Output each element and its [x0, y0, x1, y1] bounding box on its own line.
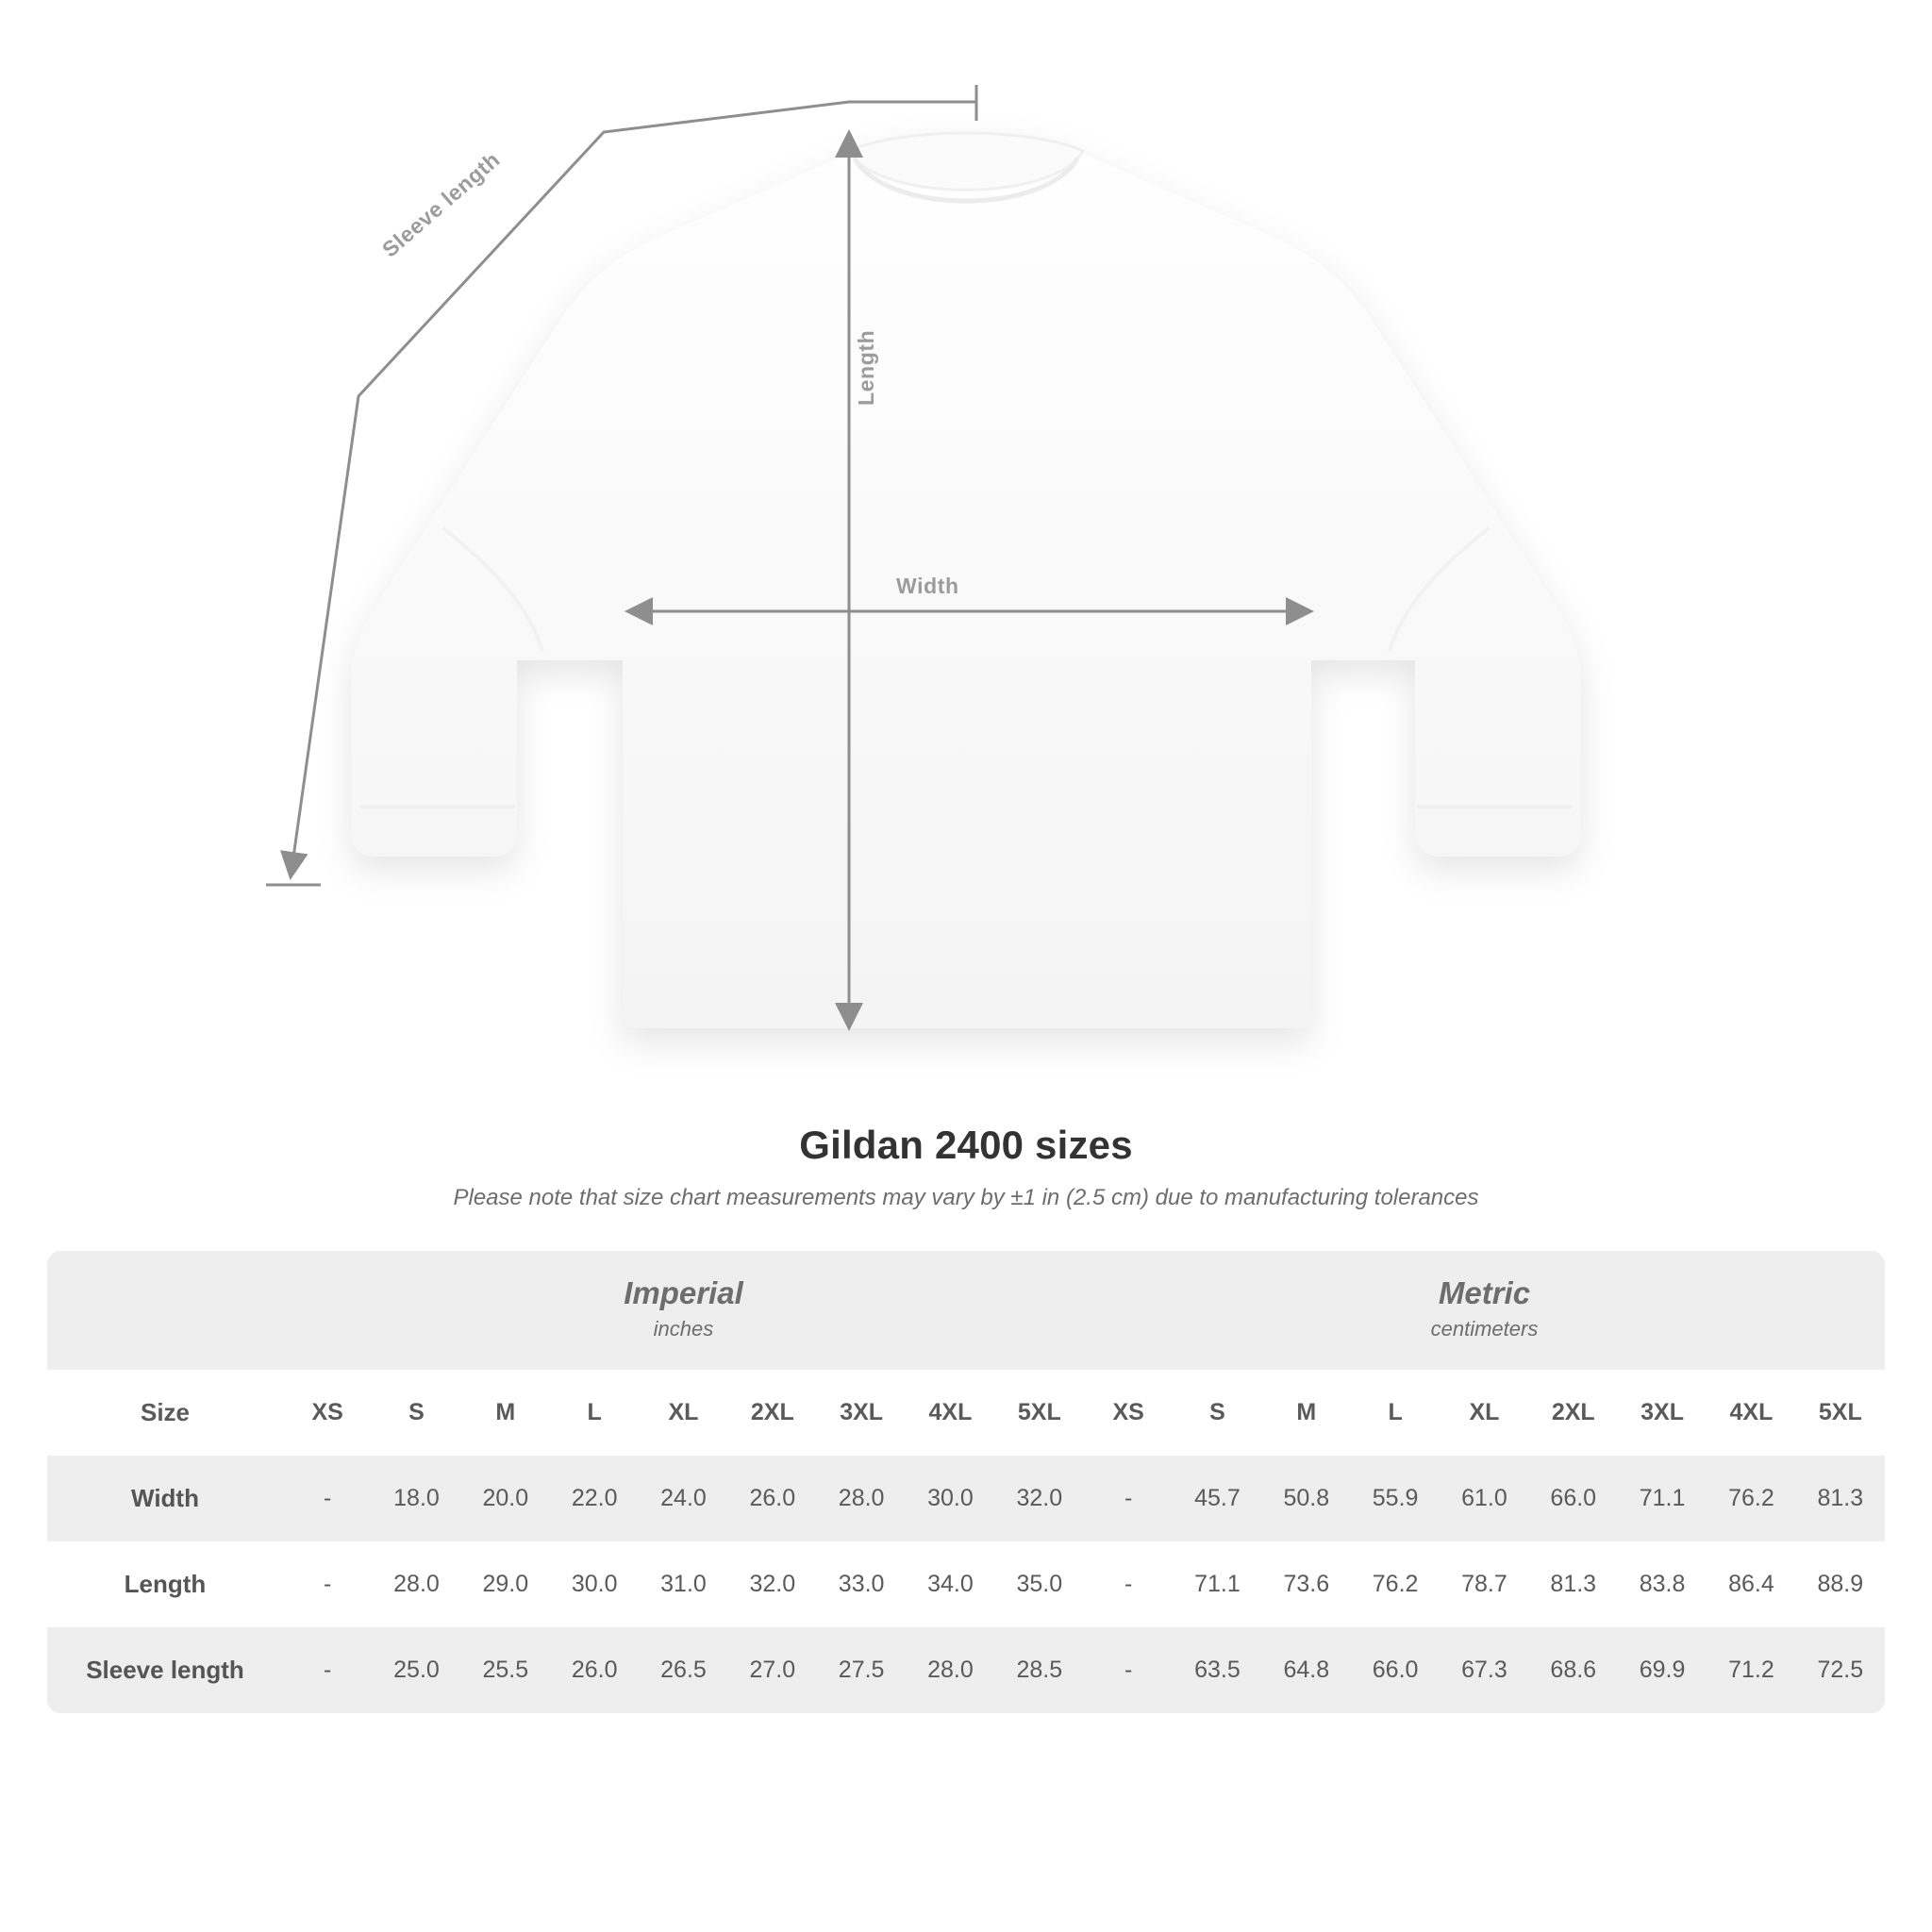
size-header-cell: 3XL [817, 1370, 906, 1456]
size-header-cell: XS [1084, 1370, 1173, 1456]
page-title: Gildan 2400 sizes [799, 1123, 1133, 1167]
size-header-cell: 5XL [1796, 1370, 1885, 1456]
size-header-cell: 5XL [995, 1370, 1084, 1456]
cell: 35.0 [995, 1541, 1084, 1627]
size-header-cell: 4XL [906, 1370, 994, 1456]
table-row [47, 1456, 1885, 1541]
cell: 81.3 [1529, 1541, 1618, 1627]
cell: 24.0 [639, 1456, 727, 1541]
size-chart-table [47, 1251, 1885, 1713]
unit-header-row [47, 1251, 1885, 1370]
cell: 72.5 [1796, 1627, 1885, 1713]
cell: 61.0 [1440, 1456, 1528, 1541]
cell: 22.0 [550, 1456, 639, 1541]
cell: 76.2 [1707, 1456, 1795, 1541]
cell: 26.0 [728, 1456, 817, 1541]
sleeve-length-label: Sleeve length [377, 146, 505, 262]
cell: 32.0 [995, 1456, 1084, 1541]
tolerance-note: Please note that size chart measurements may vary by ±1 in (2.5 cm) due to manufacturing tolerances [453, 1185, 1479, 1210]
size-header-cell: 2XL [728, 1370, 817, 1456]
cell: 33.0 [817, 1541, 906, 1627]
cell: 76.2 [1351, 1541, 1440, 1627]
cell: 69.9 [1618, 1627, 1707, 1713]
cell: 45.7 [1173, 1456, 1261, 1541]
size-header-row [47, 1370, 1885, 1456]
size-header-cell: L [550, 1370, 639, 1456]
cell: - [1084, 1541, 1173, 1627]
cell: 78.7 [1440, 1541, 1528, 1627]
cell: 27.5 [817, 1627, 906, 1713]
unit-imperial-sub: inches [653, 1316, 714, 1341]
cell: 50.8 [1262, 1456, 1351, 1541]
cell: 32.0 [728, 1541, 817, 1627]
cell: 30.0 [906, 1456, 994, 1541]
cell: 26.0 [550, 1627, 639, 1713]
cell: 71.1 [1173, 1541, 1261, 1627]
size-header-cell: 4XL [1707, 1370, 1795, 1456]
size-header-cell: M [461, 1370, 550, 1456]
cell: 18.0 [372, 1456, 460, 1541]
cell: 71.2 [1707, 1627, 1795, 1713]
table-row [47, 1541, 1885, 1627]
cell: - [283, 1456, 372, 1541]
cell: 34.0 [906, 1541, 994, 1627]
cell: 28.0 [372, 1541, 460, 1627]
size-header-cell: L [1351, 1370, 1440, 1456]
cell: 26.5 [639, 1627, 727, 1713]
size-chart-container [47, 1251, 1885, 1713]
unit-spacer-cell [47, 1251, 283, 1370]
size-header-cell: 3XL [1618, 1370, 1707, 1456]
unit-imperial-name: Imperial [624, 1275, 743, 1310]
length-label: Length [854, 329, 878, 406]
shirt-shape [351, 132, 1581, 1028]
cell: 68.6 [1529, 1627, 1618, 1713]
size-header-cell: S [1173, 1370, 1261, 1456]
cell: 88.9 [1796, 1541, 1885, 1627]
cell: 30.0 [550, 1541, 639, 1627]
cell: 66.0 [1351, 1627, 1440, 1713]
size-header-label: Size [47, 1370, 283, 1456]
row-label-sleeve-length: Sleeve length [47, 1627, 283, 1713]
cell: - [1084, 1627, 1173, 1713]
cell: 28.0 [817, 1456, 906, 1541]
cell: - [283, 1541, 372, 1627]
size-header-cell: S [372, 1370, 460, 1456]
cell: 25.0 [372, 1627, 460, 1713]
cell: 66.0 [1529, 1456, 1618, 1541]
cell: 28.0 [906, 1627, 994, 1713]
cell: 20.0 [461, 1456, 550, 1541]
table-row [47, 1627, 1885, 1713]
width-label: Width [896, 574, 959, 598]
unit-group-imperial [283, 1251, 1084, 1370]
cell: 28.5 [995, 1627, 1084, 1713]
row-label-length: Length [47, 1541, 283, 1627]
cell: 83.8 [1618, 1541, 1707, 1627]
cell: 31.0 [639, 1541, 727, 1627]
cell: 86.4 [1707, 1541, 1795, 1627]
size-header-cell: XL [639, 1370, 727, 1456]
cell: 73.6 [1262, 1541, 1351, 1627]
cell: 71.1 [1618, 1456, 1707, 1541]
cell: - [1084, 1456, 1173, 1541]
size-header-cell: XL [1440, 1370, 1528, 1456]
unit-metric-name: Metric [1438, 1275, 1531, 1310]
unit-metric-sub: centimeters [1430, 1316, 1539, 1341]
cell: 63.5 [1173, 1627, 1261, 1713]
row-label-width: Width [47, 1456, 283, 1541]
cell: 81.3 [1796, 1456, 1885, 1541]
cell: 55.9 [1351, 1456, 1440, 1541]
cell: 29.0 [461, 1541, 550, 1627]
size-header-cell: M [1262, 1370, 1351, 1456]
cell: 25.5 [461, 1627, 550, 1713]
title-block [0, 1123, 1932, 1211]
cell: - [283, 1627, 372, 1713]
cell: 64.8 [1262, 1627, 1351, 1713]
size-header-cell: 2XL [1529, 1370, 1618, 1456]
cell: 67.3 [1440, 1627, 1528, 1713]
unit-group-metric [1084, 1251, 1885, 1370]
size-chart-body [47, 1251, 1885, 1713]
cell: 27.0 [728, 1627, 817, 1713]
size-header-cell: XS [283, 1370, 372, 1456]
